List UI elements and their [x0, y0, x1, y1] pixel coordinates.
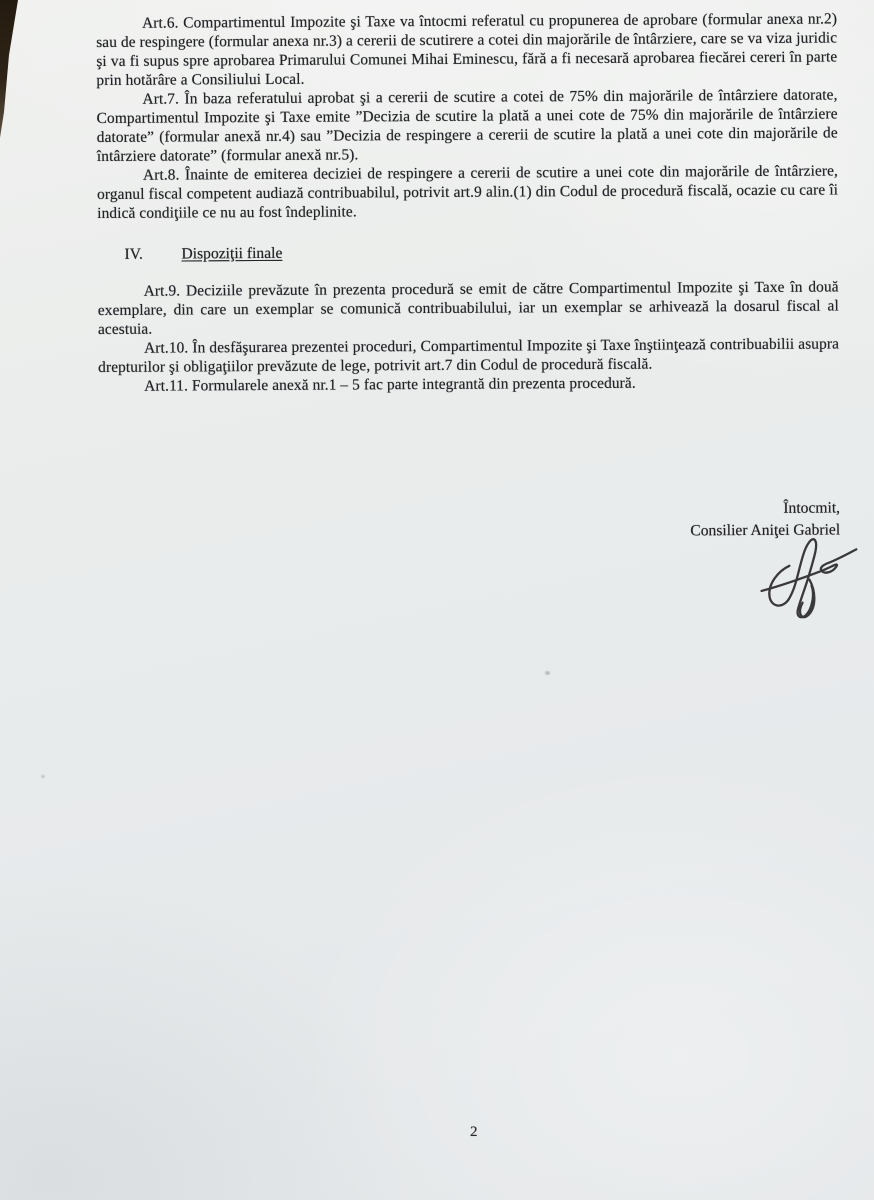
section-heading	[124, 240, 838, 263]
signature-name: Consilier Aniţei Gabriel	[690, 521, 841, 540]
paper-speck	[545, 671, 550, 675]
paragraph-art10: Art.10. În desfăşurarea prezentei proceduri, Compartimentul Impozite şi Taxe înştiinţează contribuabilii asupra drepturilor şi obligaţiilor prevăzute de lege, potrivit art.7 din Codul de procedură fiscală.	[98, 335, 840, 376]
handwritten-signature-icon	[758, 533, 859, 626]
page-number: 2	[470, 1124, 478, 1140]
section-numeral: IV.	[124, 245, 143, 263]
section-title: Dispoziţii finale	[181, 244, 283, 263]
paragraph-art11: Art.11. Formularele anexă nr.1 – 5 fac parte integrantă din prezenta procedură.	[144, 374, 636, 395]
document-body	[96, 9, 840, 546]
scan-edge-shadow	[0, 0, 22, 142]
signature-label: Întocmit,	[783, 499, 841, 517]
paragraph-art9: Art.9. Deciziile prevăzute în prezenta procedură se emit de către Compartimentul Impozite şi Taxe în două exemplare, din care un exemplar se comunică contribuabilului, iar un exemplar se arhivează la dosarul fiscal al acestuia.	[97, 278, 839, 338]
paragraph-art7: Art.7. În baza referatului aprobat şi a cererii de scutire a cotei de 75% din majorările de întârziere datorate, Compartimentul Impozite şi Taxe emite ”Decizia de scutire la plată a unei cote de 75% din majorările de întârziere datorate” (formular anexă nr.4) sau ”Decizia de respingere a cererii de scutire la plată a unei cote din majorările de întârziere datorate” (formular anexă nr.5).	[96, 86, 838, 165]
signature-block	[99, 497, 840, 546]
paper-speck	[41, 775, 45, 778]
paragraph-art6: Art.6. Compartimentul Impozite şi Taxe va întocmi referatul cu propunerea de aprobare (formular anexa nr.2) sau de respingere (formular anexa nr.3) a cererii de scutirere a cotei din majorările de întârziere, care se va viza juridic şi va fi supus spre aprobarea Primarului Comunei Mihai Eminescu, fără a fi necesară aprobarea fiecărei cereri în parte prin hotărâre a Consiliului Local.	[96, 10, 838, 89]
paragraph-art8: Art.8. Înainte de emiterea deciziei de respingere a cererii de scutire a unei cote din majorările de întârziere, organul fiscal competent audiază contribuabilul, potrivit art.9 alin.(1) din Codul de procedură fiscală, ocazie cu care îi indică condiţiile ce nu au fost îndeplinite.	[97, 162, 839, 222]
